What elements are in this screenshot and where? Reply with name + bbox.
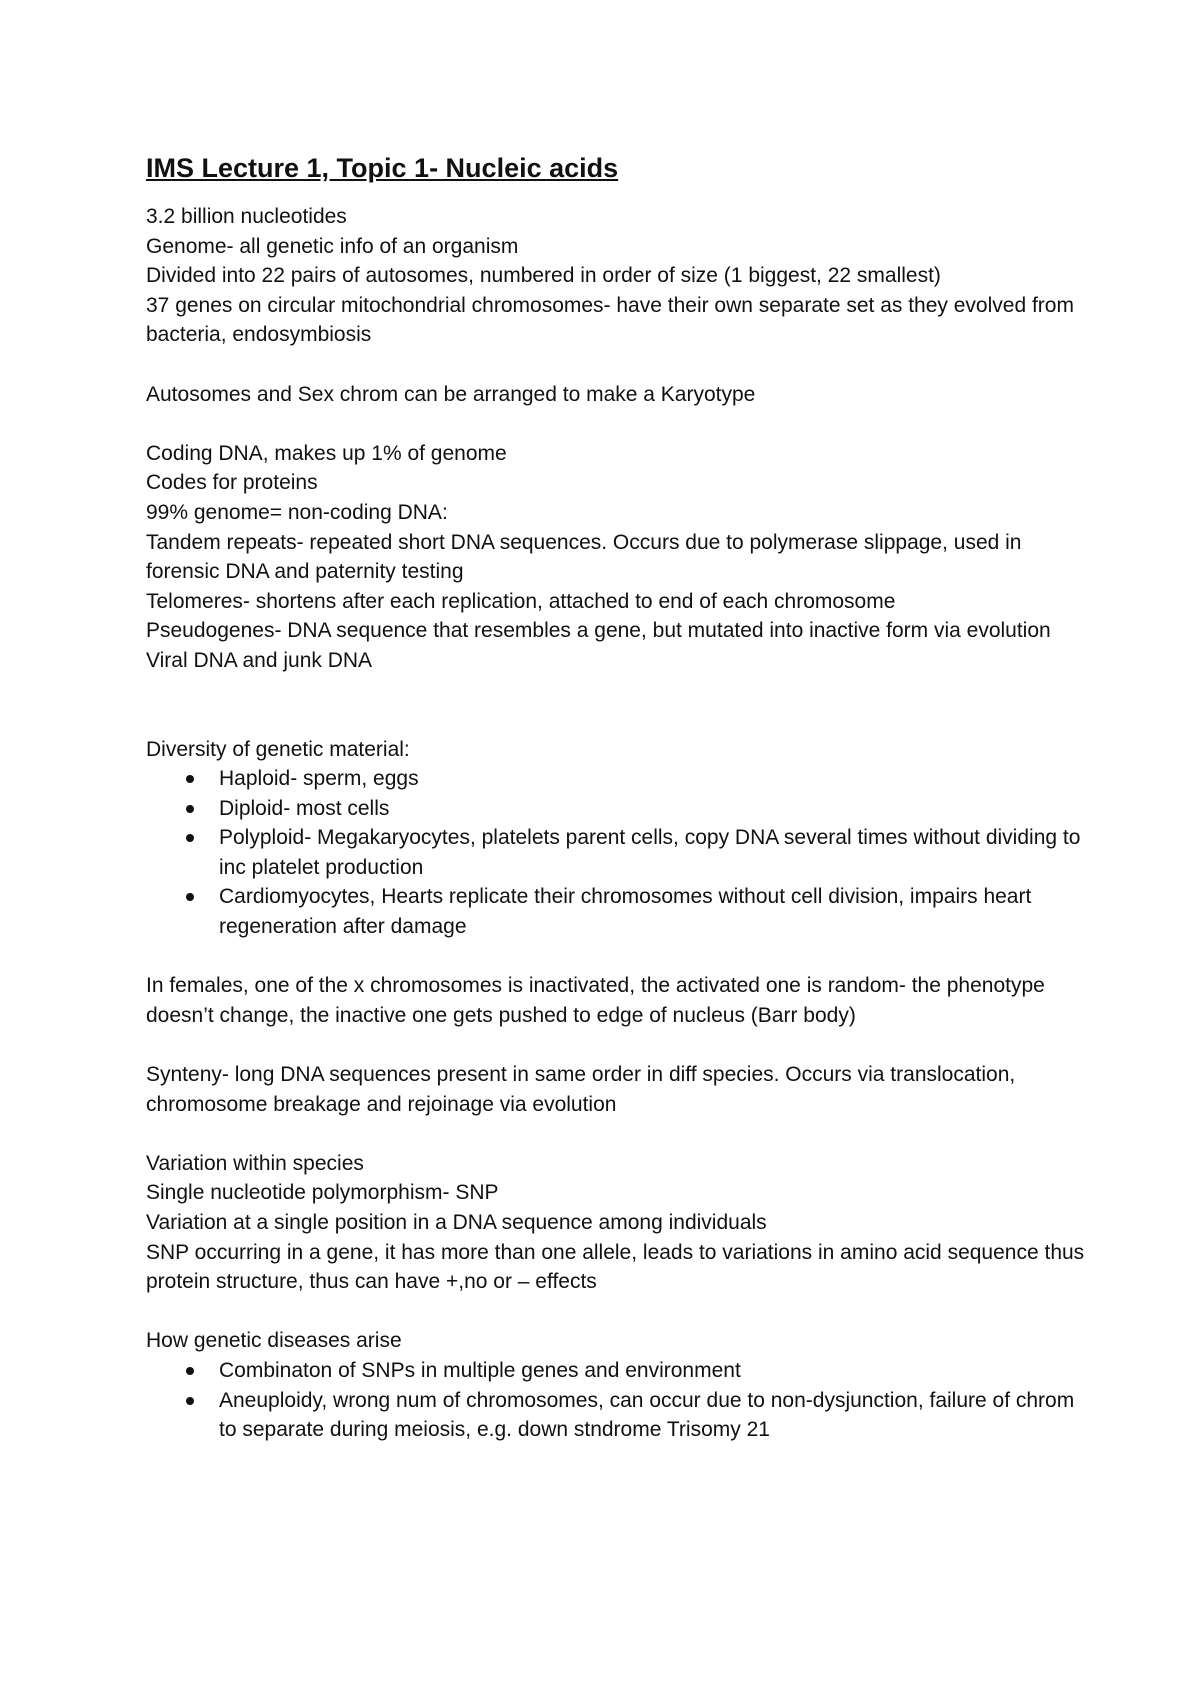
spacer: [146, 942, 1086, 972]
text-line: Variation within species: [146, 1151, 364, 1175]
text-line: Single nucleotide polymorphism- SNP: [146, 1181, 499, 1205]
bullet-icon: [186, 805, 194, 813]
section-heading: How genetic diseases arise: [146, 1329, 402, 1353]
list-item-text: Polyploid- Megakaryocytes, platelets parent cells, copy DNA several times without dividing to inc platelet production: [219, 826, 1081, 879]
text-line: SNP occurring in a gene, it has more than one allele, leads to variations in amino acid sequence thus protein structure, thus can have +,no or – effects: [146, 1240, 1085, 1294]
document-body: [146, 150, 1086, 1445]
spacer: [146, 676, 1086, 735]
list-item: [146, 764, 1086, 794]
text-line: Genome- all genetic info of an organism: [146, 234, 519, 258]
text-line: Tandem repeats- repeated short DNA sequences. Occurs due to polymerase slippage, used in forensic DNA and paternity testing: [146, 530, 1022, 584]
bullet-icon: [186, 834, 194, 842]
text-line: Variation at a single position in a DNA sequence among individuals: [146, 1211, 767, 1234]
bullet-list: [146, 1356, 1086, 1445]
list-item: [146, 823, 1086, 882]
text-line: Divided into 22 pairs of autosomes, numbered in order of size (1 biggest, 22 smallest): [146, 264, 941, 288]
bullet-icon: [186, 893, 194, 901]
text-line: In females, one of the x chromosomes is inactivated, the activated one is random- the phenotype doesn’t change, the inactive one gets pushed to edge of nucleus (Barr body): [146, 974, 1045, 1027]
list-item: [146, 882, 1086, 941]
spacer: [146, 409, 1086, 439]
text-line: Autosomes and Sex chrom can be arranged to make a Karyotype: [146, 382, 756, 406]
section-heading: Diversity of genetic material:: [146, 737, 410, 761]
bullet-icon: [186, 775, 194, 783]
spacer: [146, 1119, 1086, 1149]
text-line: Synteny- long DNA sequences present in same order in diff species. Occurs via translocation, chromosome breakage and rejoinage via evolution: [146, 1063, 1016, 1116]
text-line: 99% genome= non-coding DNA:: [146, 500, 448, 524]
bullet-icon: [186, 1367, 194, 1375]
text-line: 3.2 billion nucleotides: [146, 205, 347, 228]
text-line: Pseudogenes- DNA sequence that resembles a gene, but mutated into inactive form via evolution: [146, 619, 1051, 643]
list-item-text: Combinaton of SNPs in multiple genes and environment: [219, 1358, 741, 1382]
list-item: [146, 794, 1086, 824]
spacer: [146, 1030, 1086, 1060]
spacer: [146, 1297, 1086, 1327]
text-line: Viral DNA and junk DNA: [146, 648, 373, 672]
text-line: Codes for proteins: [146, 471, 318, 495]
text-line: Telomeres- shortens after each replication, attached to end of each chromosome: [146, 589, 896, 613]
page-title: IMS Lecture 1, Topic 1- Nucleic acids: [146, 153, 619, 183]
list-item-text: Diploid- most cells: [219, 796, 390, 820]
list-item: [146, 1356, 1086, 1386]
list-item-text: Haploid- sperm, eggs: [219, 767, 419, 791]
text-line: 37 genes on circular mitochondrial chromosomes- have their own separate set as they evolved from bacteria, endosymbiosis: [146, 293, 1074, 347]
list-item-text: Cardiomyocytes, Hearts replicate their chromosomes without cell division, impairs heart regeneration after damage: [219, 885, 1032, 939]
list-item: [146, 1386, 1086, 1445]
spacer: [146, 350, 1086, 380]
text-line: Coding DNA, makes up 1% of genome: [146, 441, 507, 465]
list-item-text: Aneuploidy, wrong num of chromosomes, can occur due to non-dysjunction, failure of chrom to separate during meiosis, e.g. down stndrome Trisomy 21: [219, 1388, 1075, 1442]
bullet-list: [146, 764, 1086, 942]
bullet-icon: [186, 1397, 194, 1405]
